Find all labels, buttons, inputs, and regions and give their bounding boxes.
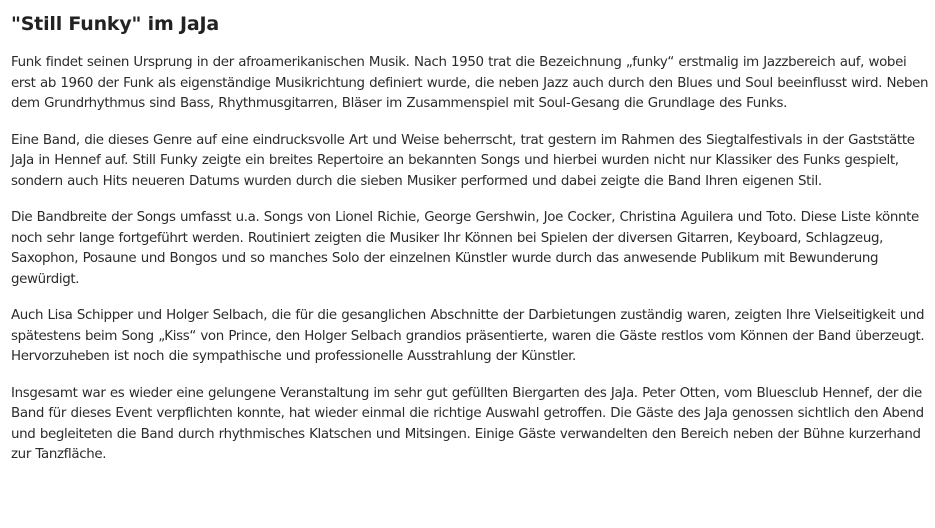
article-paragraph-2: Eine Band, die dieses Genre auf eine eindrucksvolle Art und Weise beherrscht, trat gestern im Rahmen des Siegtalfestivals in der Gaststätte JaJa in Hennef auf. Still Funky zeigte ein breites Repertoire an bekannten Songs und hierbei wurden nicht nur Klassiker des Funks gespielt, sondern auch Hits neueren Datums wurden durch die sieben Musiker performed und dabei zeigte die Band Ihren eigenen Stil. [11,132,915,189]
article-paragraph-1: Funk findet seinen Ursprung in der afroamerikanischen Musik. Nach 1950 trat die Bezeichnung „funky“ erstmalig im Jazzbereich auf, wobei erst ab 1960 der Funk als eigenständige Musikrichtung definiert wurde, die neben Jazz auch durch den Blues und Soul beeinflusst wird. Neben dem Grundrhythmus sind Bass, Rhythmusgitarren, Bläser im Zusammenspiel mit Soul-Gesang die Grundlage des Funks. [11,55,929,111]
article-paragraph-5: Insgesamt war es wieder eine gelungene Veranstaltung im sehr gut gefüllten Biergarten des JaJa. Peter Otten, vom Bluesclub Hennef, der die Band für dieses Event verpflichten konnte, hat wieder einmal die richtige Auswahl getroffen. Die Gäste des JaJa genossen sichtlich den Abend und begleiteten die Band durch rhythmisches Klatschen und Mitsingen. Einige Gäste verwandelten den Bereich neben der Bühne kurzerhand zur Tanzfläche. [11,385,924,462]
article-title: "Still Funky" im JaJa [11,13,219,35]
article [11,0,929,466]
article-paragraph-4: Auch Lisa Schipper und Holger Selbach, die für die gesanglichen Abschnitte der Darbietungen zuständig waren, zeigten Ihre Vielseitigkeit und spätestens beim Song „Kiss“ von Prince, den Holger Selbach grandios präsentierte, waren die Gäste restlos vom Können der Band überzeugt. Hervorzuheben ist noch die sympathische und professionelle Ausstrahlung der Künstler. [11,308,925,364]
article-paragraph-3: Die Bandbreite der Songs umfasst u.a. Songs von Lionel Richie, George Gershwin, Joe Cocker, Christina Aguilera und Toto. Diese Liste könnte noch sehr lange fortgeführt werden. Routiniert zeigten die Musiker Ihr Können bei Spielen der diversen Gitarren, Keyboard, Schlagzeug, Saxophon, Posaune und Bongos und so manches Solo der einzelnen Künstler wurde durch das anwesende Publikum mit Bewunderung gewürdigt. [11,210,919,287]
